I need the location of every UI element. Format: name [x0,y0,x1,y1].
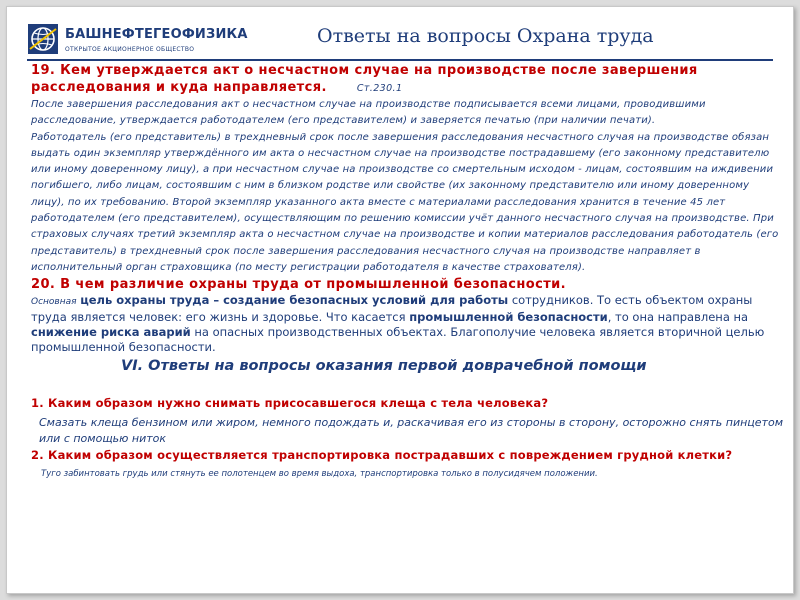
slide [6,6,794,594]
answer-20-prefix: Основная [31,297,77,308]
first-aid-answer-2: Туго забинтовать грудь или стянуть ее полотенцем во время выдоха, транспортировка только в полусидячем положении. [41,469,598,480]
question-20: 20. В чем различие охраны труда от промышленной безопасности. [31,277,566,293]
question-19 [31,62,783,97]
answer-20-bold-1: цель охраны труда – создание безопасных условий для работы [80,293,509,308]
answer-20-text-2: , то она направлена на [607,310,749,325]
globe-icon [27,23,59,55]
content [31,62,783,481]
answer-20-bold-3: снижение риска аварий [31,325,191,340]
answer-20 [31,293,783,355]
article-citation: Ст.230.1 [356,83,403,94]
answer-20-text-1: сотрудников. То есть объектом охраны труда является человек: его жизнь и здоровье. Что касается [31,293,753,325]
answer-20-text-3: на опасных производственных объектах. Благополучие человека является вторичной целью промышленной безопасности. [31,325,765,355]
question-19-text: 19. Кем утверждается акт о несчастном случае на производстве после завершения расследования и куда направляется. [31,63,698,95]
logo-name: БАШНЕФТЕГЕОФИЗИКА [65,27,248,42]
company-logo [27,23,248,61]
first-aid-answer-1: Смазать клеща бензином или жиром, немного подождать и, раскачивая его из стороны в сторону, осторожно снять пинцетом или с помощью ниток [39,416,783,446]
answer-19-paragraph-2: Работодатель (его представитель) в трехдневный срок после завершения расследования несчастного случая на производстве обязан выдать один экземпляр утверждённого им акта о несчастном случае на производстве пострадавшему (его законному представителю или иному доверенному лицу), а при несчастном случае на производстве со смертельным исходом - лицам, состоявшим на иждивении погибшего, либо лицам, состоявшим с ним в близком родстве или свойстве (их законному представителю или иному доверенному лицу), по их требованию. Второй экземпляр указанного акта вместе с материалами расследования хранится в течение 45 лет работодателем (его представителем), осуществляющим по решению комиссии учёт данного несчастного случая на производстве. При страховых случаях третий экземпляр акта о несчастном случае на производстве и копии материалов расследования работодатель (его представитель) в трехдневный срок после завершения расследования несчастного случая на производстве направляет в исполнительный орган страховщика (по месту регистрации работодателя в качестве страхователя). [31,131,779,273]
page-title: Ответы на вопросы Охрана труда [317,25,654,47]
answer-20-bold-2: промышленной безопасности [409,310,608,325]
first-aid-question-1: 1. Каким образом нужно снимать присосавшегося клеща с тела человека? [31,396,549,411]
section-heading: VI. Ответы на вопросы оказания первой доврачебной помощи [121,358,647,375]
logo-subtitle: ОТКРЫТОЕ АКЦИОНЕРНОЕ ОБЩЕСТВО [65,46,195,53]
first-aid-question-2: 2. Каким образом осуществляется транспортировка пострадавших с повреждением грудной клетки? [31,448,733,463]
title-divider [27,59,773,61]
answer-19-paragraph-1: После завершения расследования акт о несчастном случае на производстве подписывается всеми лицами, проводившими расследование, утверждается работодателем (его представителем) и заверяется печатью (при наличии печати). [31,99,706,127]
